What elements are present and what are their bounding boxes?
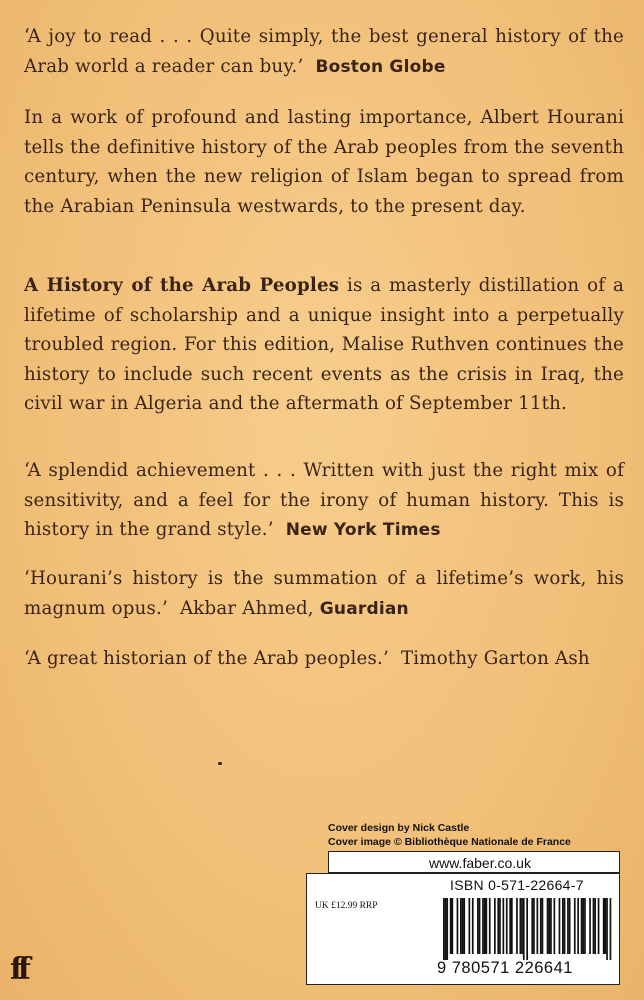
barcode-bar: [547, 898, 549, 954]
barcode-bar: [484, 898, 486, 954]
barcode-bar: [548, 898, 550, 954]
barcode-bar: [537, 898, 539, 954]
barcode-bar: [509, 898, 511, 954]
barcode-bar: [443, 898, 445, 960]
barcode-bar: [469, 898, 471, 954]
barcode-bar: [494, 898, 496, 954]
barcode-icon: [443, 898, 613, 960]
barcode-bar: [603, 898, 605, 954]
barcode-bar: [479, 898, 481, 954]
barcode-bar: [452, 898, 454, 954]
barcode-bar: [446, 898, 448, 960]
cover-credits: [328, 821, 571, 849]
barcode-bar: [574, 898, 576, 954]
quote-guardian: [24, 564, 624, 624]
barcode-bar: [460, 898, 462, 954]
quote-text: ‘A splendid achievement . . . Written with just the right mix of sensitivity, and a feel for the irony of human history. This is history in the grand style.’: [24, 460, 624, 540]
quote-source: New York Times: [285, 520, 441, 540]
barcode-bar: [564, 898, 566, 954]
quote-new-york-times: [24, 456, 624, 546]
edition-text: is a masterly distillation of a lifetime of scholarship and a unique insight into a perpetually troubled region. For this edition, Malise Ruthven continues the history to include such recent events as the crisis in Iraq, the civil war in Algeria and the aftermath of September 11th.: [24, 275, 624, 414]
faber-logo-icon: ff: [10, 952, 26, 987]
print-speck: [218, 762, 222, 765]
publisher-url[interactable]: www.faber.co.uk: [328, 851, 620, 873]
barcode-bar: [521, 898, 523, 954]
edition-paragraph: [24, 271, 624, 419]
barcode-bar: [569, 898, 571, 954]
barcode-bar: [523, 898, 525, 960]
barcode-bar: [606, 898, 608, 960]
cover-design-credit: Cover design by Nick Castle: [328, 822, 470, 834]
barcode-bar: [533, 898, 535, 954]
barcode-bar: [489, 898, 491, 954]
barcode-bar: [482, 898, 484, 954]
barcode-bar: [506, 898, 508, 954]
quote-source: Boston Globe: [315, 56, 446, 77]
barcode-bar: [567, 898, 569, 954]
barcode-bar: [462, 898, 464, 954]
description-text: In a work of profound and lasting importance, Albert Hourani tells the definitive history of the Arab peoples from the seventh century, when the new religion of Islam began to spread from the Arabian Peninsula westwards, to the present day.: [24, 107, 624, 217]
barcode-bar: [581, 898, 583, 954]
barcode-bar: [457, 898, 459, 954]
barcode-bar: [486, 898, 488, 954]
description-paragraph: [24, 103, 624, 221]
quote-boston-globe: [24, 22, 624, 82]
barcode-bar: [598, 898, 600, 954]
quote-author: Timothy Garton Ash: [400, 648, 590, 669]
ean-number: 9 780571 226641: [437, 959, 573, 977]
barcode-bar: [559, 898, 561, 954]
quote-text: ‘A great historian of the Arab peoples.’: [24, 648, 389, 669]
isbn-label: ISBN 0-571-22664-7: [450, 877, 584, 893]
book-title: A History of the Arab Peoples: [24, 275, 340, 296]
barcode-bar: [526, 898, 528, 960]
price-label: UK £12.99 RRP: [315, 901, 378, 911]
quote-garton-ash: [24, 644, 624, 674]
barcode-bar: [503, 898, 505, 954]
barcode-bar: [594, 898, 596, 954]
barcode-bar: [511, 898, 513, 954]
barcode-bar: [582, 898, 584, 954]
barcode-bar: [477, 898, 479, 954]
quote-text: ‘Hourani’s history is the summation of a lifetime’s work, his magnum opus.’: [24, 568, 624, 619]
barcode-bar: [605, 898, 607, 954]
barcode-bar: [450, 898, 452, 954]
barcode-bar: [531, 898, 533, 954]
barcode-bar: [516, 898, 518, 954]
barcode-bar: [520, 898, 522, 954]
barcode-bar: [550, 898, 552, 954]
barcode-bar: [542, 898, 544, 954]
barcode-bar: [584, 898, 586, 954]
quote-source: Guardian: [319, 598, 409, 619]
barcode-bar: [593, 898, 595, 954]
barcode-bar: [610, 898, 612, 960]
barcode-panel: [306, 873, 620, 985]
barcode-bar: [445, 898, 447, 960]
barcode-bar: [497, 898, 499, 954]
barcode-bar: [499, 898, 501, 954]
quote-text: ‘A joy to read . . . Quite simply, the best general history of the Arab world a reader can buy.’: [24, 26, 624, 77]
barcode-bar: [589, 898, 591, 954]
barcode-bar: [540, 898, 542, 954]
barcode-bar: [577, 898, 579, 954]
barcode-bar: [562, 898, 564, 954]
barcode-bar: [463, 898, 465, 954]
barcode-bar: [554, 898, 556, 954]
quote-author: Akbar Ahmed,: [179, 597, 314, 619]
barcode-bar: [472, 898, 474, 954]
cover-image-credit: Cover image © Bibliothèque Nationale de France: [328, 836, 571, 848]
